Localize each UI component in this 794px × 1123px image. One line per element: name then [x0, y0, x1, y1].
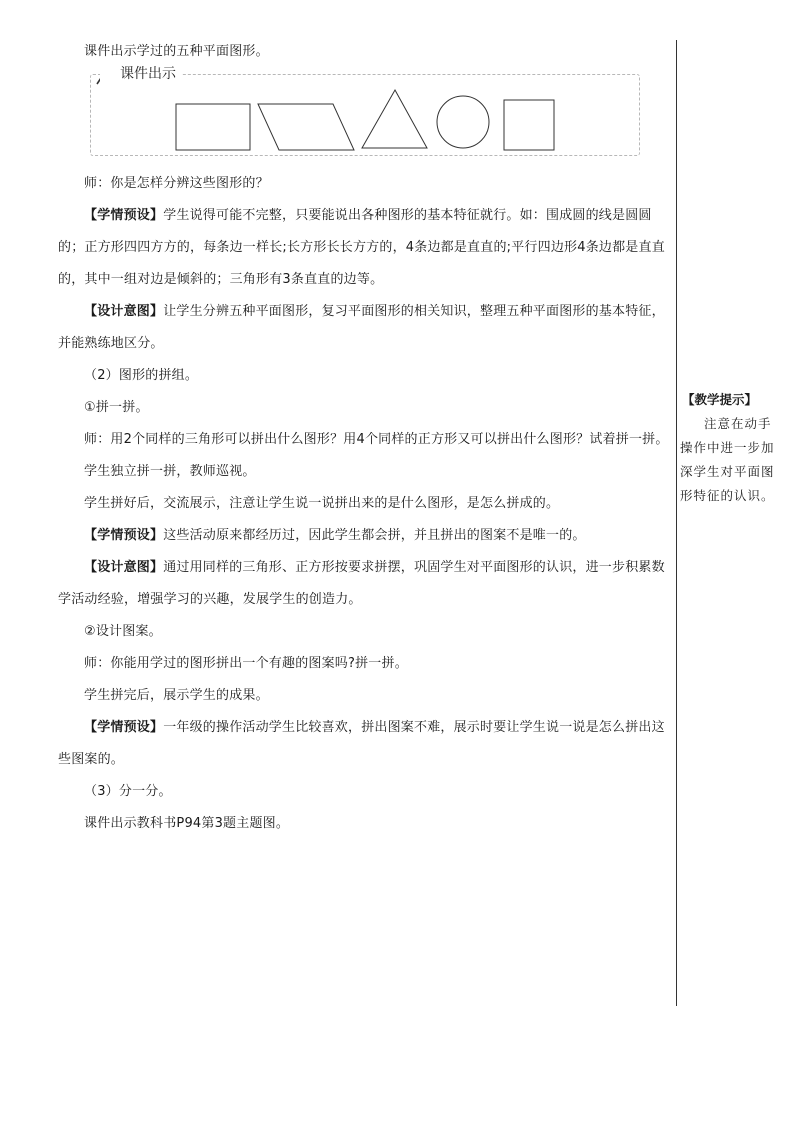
- paragraph-textbook: 课件出示教科书P94第3题主题图。: [84, 816, 290, 831]
- paragraph-intent-2: [58, 552, 670, 616]
- paragraph-question: 师：你是怎样分辨这些图形的？: [84, 176, 269, 191]
- margin-divider: [676, 40, 677, 1006]
- teaching-tip-title: 【教学提示】: [682, 392, 758, 407]
- teaching-tip-sidebar: [680, 388, 780, 508]
- paragraph-teacher-question: 师：用2个同样的三角形可以拼出什么图形？用4个同样的正方形又可以拼出什么图形？试着拼一拼。: [84, 432, 669, 447]
- shapes-figure: [90, 84, 640, 156]
- tag-preset: 【学情预设】: [84, 720, 164, 735]
- paragraph-section-2: （2）图形的拼组。: [84, 368, 199, 383]
- preset-text: 一年级的操作活动学生比较喜欢，拼出图案不难，展示时要让学生说一说是怎么拼出这些图案的。: [58, 720, 665, 767]
- tag-intent: 【设计意图】: [84, 560, 164, 575]
- paragraph-preset-1: [58, 200, 670, 296]
- paragraph-share: 学生拼好后，交流展示，注意让学生说一说拼出来的是什么图形，是怎么拼成的。: [84, 496, 560, 511]
- paragraph-preset-3: [58, 712, 670, 776]
- circle-shape: [437, 96, 489, 148]
- paragraph-show-results: 学生拼完后，展示学生的成果。: [84, 688, 269, 703]
- tag-preset: 【学情预设】: [84, 208, 164, 223]
- paragraph-preset-2: [58, 520, 670, 552]
- paragraph-teacher-pattern: 师：你能用学过的图形拼出一个有趣的图案吗?拼一拼。: [84, 656, 408, 671]
- intent-text: 通过用同样的三角形、正方形按要求拼摆，巩固学生对平面图形的认识，进一步积累数学活动经验，增强学习的兴趣，发展学生的创造力。: [58, 560, 665, 607]
- tag-preset: 【学情预设】: [84, 528, 164, 543]
- courseware-label: 课件出示: [100, 64, 182, 84]
- paragraph-step-2: ②设计图案。: [84, 624, 162, 639]
- preset-text: 学生说得可能不完整，只要能说出各种图形的基本特征就行。如：围成圆的线是圆圆的；正方形四四方方的，每条边一样长;长方形长长方方的，4条边都是直直的;平行四边形4条边都是直直的，其中一组对边是倾斜的；三角形有3条直直的边等。: [58, 208, 665, 287]
- paragraph-step-1: ①拼一拼。: [84, 400, 149, 415]
- paragraph-intro: 课件出示学过的五种平面图形。: [84, 44, 269, 59]
- tag-intent: 【设计意图】: [84, 304, 164, 319]
- teaching-tip-body: 注意在动手操作中进一步加深学生对平面图形特征的认识。: [680, 416, 775, 503]
- square-shape: [504, 100, 554, 150]
- intent-text: 让学生分辨五种平面图形，复习平面图形的相关知识，整理五种平面图形的基本特征，并能熟练地区分。: [58, 304, 665, 351]
- triangle-shape: [362, 90, 427, 148]
- preset-text: 这些活动原来都经历过，因此学生都会拼，并且拼出的图案不是唯一的。: [163, 528, 586, 543]
- paragraph-intent-1: [58, 296, 670, 360]
- parallelogram-shape: [258, 104, 354, 150]
- paragraph-section-3: （3）分一分。: [84, 784, 172, 799]
- paragraph-student-work: 学生独立拼一拼，教师巡视。: [84, 464, 256, 479]
- rectangle-shape: [176, 104, 250, 150]
- courseware-panel: [90, 66, 640, 156]
- main-content: [58, 36, 670, 840]
